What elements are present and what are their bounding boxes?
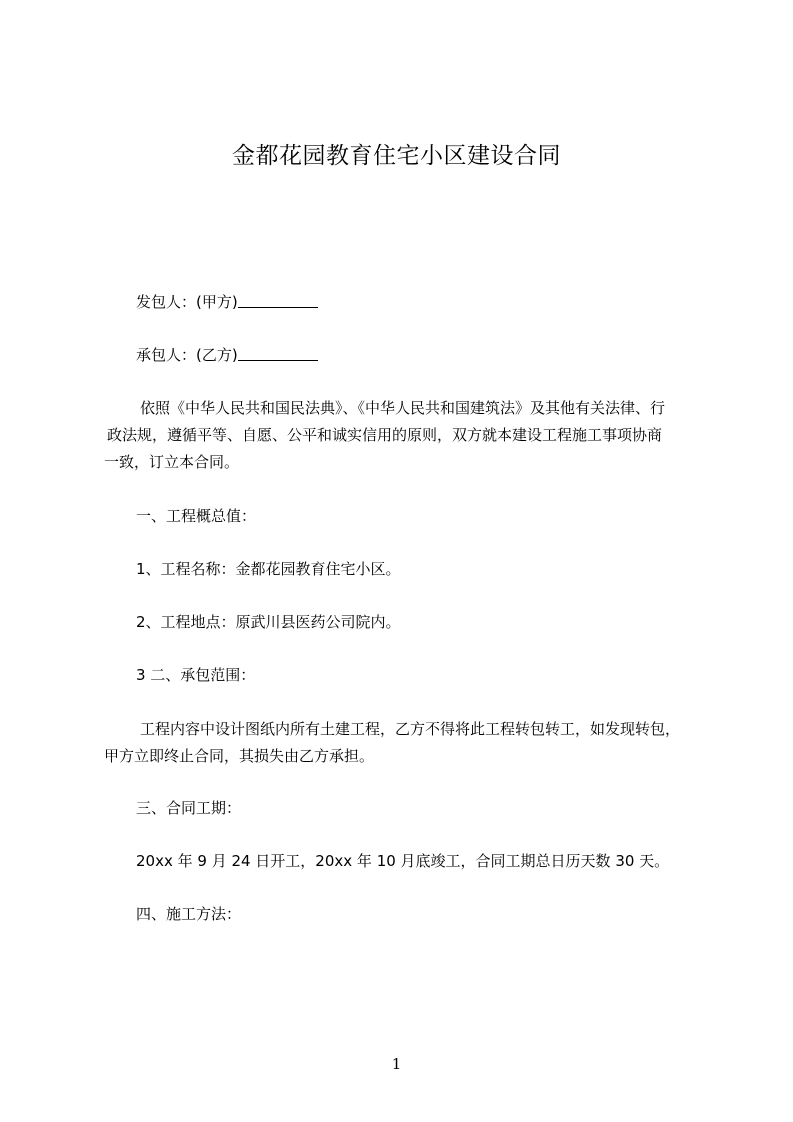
contract-title: 金都花园教育住宅小区建设合同 — [232, 143, 561, 169]
scope-line: 工程内容中设计图纸内所有土建工程，乙方不得将此工程转包转工，如发现转包， — [140, 720, 681, 738]
employer-label: 发包人：(甲方) — [136, 293, 238, 311]
employer-line — [104, 291, 704, 312]
section-3-heading — [104, 798, 704, 818]
project-location-line — [104, 612, 704, 632]
page-number: 1 — [391, 1055, 402, 1073]
section-heading: 三、合同工期： — [136, 799, 242, 817]
section-heading: 3 二、承包范围： — [136, 666, 256, 684]
contractor-blank — [238, 344, 318, 361]
project-location: 2、工程地点：原武川县医药公司院内。 — [136, 613, 401, 631]
scope-line: 甲方立即终止合同，其损失由乙方承担。 — [104, 747, 375, 765]
employer-blank — [238, 291, 318, 308]
intro-line: 政法规，遵循平等、自愿、公平和诚实信用的原则，双方就本建设工程施工事项协商 — [107, 426, 663, 444]
scope-paragraph — [104, 716, 702, 770]
schedule-line — [104, 851, 704, 871]
section-heading: 四、施工方法： — [136, 905, 242, 923]
project-name: 1、工程名称：金都花园教育住宅小区。 — [136, 560, 401, 578]
section-4-heading — [104, 904, 704, 924]
section-1-heading — [104, 506, 704, 526]
intro-line: 一致，订立本合同。 — [104, 453, 240, 471]
section-2-heading — [104, 665, 704, 685]
intro-line: 依照《中华人民共和国民法典》、《中华人民共和国建筑法》及其他有关法律、行 — [140, 399, 666, 417]
contractor-line — [104, 344, 704, 365]
project-name-line — [104, 559, 704, 579]
schedule-text: 20xx 年 9 月 24 日开工，20xx 年 10 月底竣工，合同工期总日历天数 30 天。 — [136, 852, 670, 870]
contractor-label: 承包人：(乙方) — [136, 346, 238, 364]
section-heading: 一、工程概总值： — [136, 507, 257, 525]
intro-paragraph — [104, 395, 702, 476]
